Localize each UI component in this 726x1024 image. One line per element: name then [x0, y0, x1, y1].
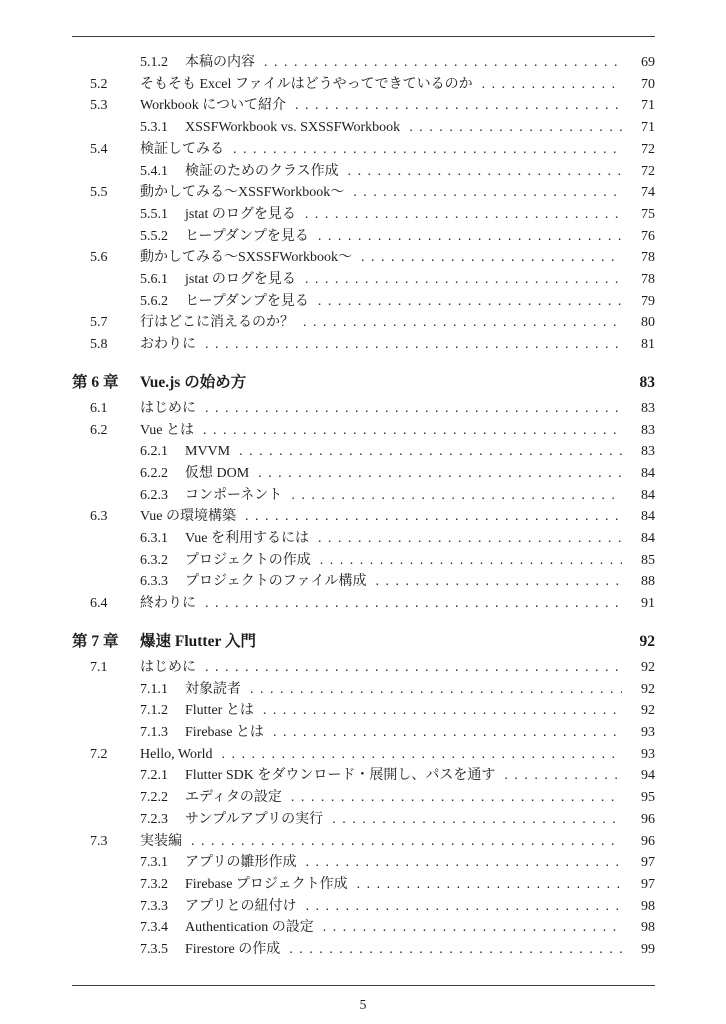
toc-entry-number: 6.2.1: [140, 444, 168, 460]
toc-entry-row: [72, 485, 655, 507]
toc-entry-title: サンプルアプリの実行: [185, 811, 324, 827]
toc-entry-row: [72, 139, 655, 161]
toc-entry-number: 5.1.2: [140, 55, 168, 70]
toc-leader-dots: [191, 831, 622, 853]
toc-entry-row: [72, 506, 655, 528]
toc-leader-dots: [305, 852, 622, 874]
toc-entry-title: プロジェクトの作成: [185, 552, 311, 568]
toc-entry-page: 92: [641, 681, 655, 697]
toc-entry-number: 5.5: [90, 185, 108, 201]
toc-entry-title: jstat のログを見る: [185, 206, 296, 222]
toc-entry-row: [72, 722, 655, 744]
toc-entry-number: 5.4: [90, 141, 108, 157]
toc-leader-dots: [357, 874, 622, 896]
toc-entry-number: 7.3.4: [140, 920, 168, 936]
toc-entry-page: 84: [641, 531, 655, 547]
toc-entry-title: Vue とは: [140, 422, 194, 438]
toc-entry-page: 84: [641, 509, 655, 525]
toc-entry-page: 80: [641, 315, 655, 331]
toc-entry-page: 72: [641, 163, 655, 179]
toc-entry-number: 7.3.5: [140, 942, 168, 958]
toc-entry-number: 7.3: [90, 833, 108, 849]
toc-entry-page: 85: [641, 552, 655, 568]
toc-leader-dots: [323, 917, 622, 939]
toc-entry-page: 83: [641, 422, 655, 438]
toc-entry-title: Authentication の設定: [185, 920, 314, 936]
toc-entry-title: Firebase プロジェクト作成: [185, 876, 348, 892]
toc-entry-number: 7.2: [90, 746, 108, 762]
toc-leader-dots: [205, 593, 622, 615]
toc-leader-dots: [203, 420, 622, 442]
toc-entry-title: はじめに: [140, 659, 196, 675]
toc-entry-number: 5.2: [90, 76, 108, 92]
toc-entry-title: jstat のログを見る: [185, 272, 296, 288]
toc-leader-dots: [222, 744, 623, 766]
toc-leader-dots: [303, 312, 622, 334]
toc-chapter-row: [72, 631, 655, 653]
toc-entry-number: 6.3: [90, 509, 108, 525]
toc-entry-row: [72, 917, 655, 939]
toc-entry-number: 7.3.3: [140, 898, 168, 914]
toc-entry-page: 78: [641, 250, 655, 266]
header-rule: [72, 36, 655, 37]
toc-leader-dots: [361, 247, 622, 269]
toc-entry-page: 71: [641, 120, 655, 136]
toc-entry-number: 5.7: [90, 315, 108, 331]
toc-entry-page: 92: [641, 659, 655, 675]
toc-entry-title: エディタの設定: [185, 790, 282, 806]
toc-entry-page: 99: [641, 942, 655, 958]
toc-leader-dots: [348, 161, 622, 183]
toc-entry-row: [72, 679, 655, 701]
toc-leader-dots: [504, 765, 622, 787]
toc-leader-dots: [409, 117, 622, 139]
toc-entry-page: 97: [641, 876, 655, 892]
toc-entry-page: 92: [641, 703, 655, 719]
toc-entry-title: Hello, World: [140, 746, 213, 762]
toc-leader-dots: [205, 398, 622, 420]
toc-entry-row: [72, 117, 655, 139]
toc-entry-title: そもそも Excel ファイルはどうやってできているのか: [140, 76, 473, 92]
toc-leader-dots: [291, 787, 622, 809]
toc-entry-page: 79: [641, 293, 655, 309]
toc-entry-title: Firestore の作成: [185, 942, 281, 958]
toc-entry-row: [72, 398, 655, 420]
toc-entry-page: 83: [639, 373, 655, 391]
toc-leader-dots: [305, 204, 622, 226]
toc-entry-row: [72, 852, 655, 874]
toc-entry-title: Vue の環境構築: [140, 509, 236, 525]
toc-entry-page: 92: [639, 632, 655, 650]
toc-leader-dots: [305, 896, 622, 918]
toc-entry-title: 検証してみる: [140, 141, 224, 157]
toc-entry-number: 7.2.1: [140, 768, 168, 784]
toc-entry-number: 5.3: [90, 98, 108, 114]
toc-entry-page: 69: [641, 55, 655, 70]
toc-leader-dots: [273, 722, 622, 744]
toc-entry-title: 実装編: [140, 833, 182, 849]
toc-entry-number: 7.1.1: [140, 681, 168, 697]
toc-entry-number: 5.6: [90, 250, 108, 266]
toc-entry-page: 91: [641, 596, 655, 612]
toc-entry-page: 71: [641, 98, 655, 114]
toc-entry-row: [72, 182, 655, 204]
toc-entry-number: 5.5.2: [140, 228, 168, 244]
toc-entry-title: アプリとの紐付け: [185, 898, 297, 914]
toc-entry-number: 6.4: [90, 596, 108, 612]
toc-entry-row: [72, 657, 655, 679]
toc-entry-row: [72, 247, 655, 269]
toc-entry-row: [72, 809, 655, 831]
toc-entry-number: 7.2.3: [140, 811, 168, 827]
toc-entry-row: [72, 571, 655, 593]
toc-entry-row: [72, 550, 655, 572]
toc-entry-number: 6.3.1: [140, 531, 168, 547]
toc-entry-page: 93: [641, 724, 655, 740]
toc-entry-title: コンポーネント: [185, 487, 283, 503]
toc-entry-row: [72, 463, 655, 485]
toc-entry-row: [72, 74, 655, 96]
toc-entry-row: [72, 291, 655, 313]
toc-entry-page: 96: [641, 811, 655, 827]
toc-entry-title: Flutter SDK をダウンロード・展開し、パスを通す: [185, 768, 496, 784]
toc-entry-title: 検証のためのクラス作成: [185, 163, 339, 179]
toc-entry-title: Vue.js の始め方: [140, 373, 247, 391]
page-number: 5: [359, 997, 367, 1012]
toc-entry-page: 74: [641, 185, 655, 201]
toc-entry-number: 6.2: [90, 422, 108, 438]
toc-entry-number: 7.1.3: [140, 724, 168, 740]
toc-entry-title: 爆速 Flutter 入門: [140, 632, 256, 650]
toc-entry-page: 76: [641, 228, 655, 244]
toc-entry-number: 第 6 章: [72, 373, 119, 391]
toc-entry-number: 7.1.2: [140, 703, 168, 719]
toc-entry-title: 動かしてみる〜XSSFWorkbook〜: [140, 185, 345, 201]
toc-entry-title: Vue を利用するには: [185, 531, 309, 547]
toc-entry-row: [72, 420, 655, 442]
toc-leader-dots: [375, 571, 622, 593]
toc-leader-dots: [305, 269, 622, 291]
toc-leader-dots: [482, 74, 622, 96]
toc-entry-page: 84: [641, 487, 655, 503]
toc-entry-title: 対象読者: [185, 681, 241, 697]
toc-entry-row: [72, 700, 655, 722]
toc-entry-number: 7.3.2: [140, 876, 168, 892]
toc-entry-page: 95: [641, 790, 655, 806]
toc-entry-number: 6.2.2: [140, 465, 168, 481]
toc-entry-row: [72, 939, 655, 961]
toc-leader-dots: [245, 506, 622, 528]
toc-leader-dots: [318, 226, 622, 248]
table-of-contents: [72, 52, 655, 961]
toc-leader-dots: [205, 334, 622, 356]
toc-entry-page: 78: [641, 272, 655, 288]
toc-entry-title: 本稿の内容: [185, 55, 255, 70]
toc-entry-number: 5.6.1: [140, 272, 168, 288]
toc-entry-page: 84: [641, 465, 655, 481]
toc-entry-number: 5.5.1: [140, 206, 168, 222]
toc-entry-title: MVVM: [185, 444, 231, 460]
toc-entry-number: 5.3.1: [140, 120, 168, 136]
toc-entry-title: 行はどこに消えるのか？: [140, 315, 294, 331]
toc-entry-row: [72, 269, 655, 291]
toc-entry-title: Firebase とは: [185, 724, 264, 740]
toc-entry-page: 83: [641, 444, 655, 460]
toc-leader-dots: [289, 939, 622, 961]
toc-entry-page: 98: [641, 920, 655, 936]
toc-entry-row: [72, 226, 655, 248]
toc-entry-row: [72, 831, 655, 853]
toc-leader-dots: [233, 139, 622, 161]
toc-entry-row: [72, 787, 655, 809]
toc-entry-page: 75: [641, 206, 655, 222]
toc-entry-title: 仮想 DOM: [185, 465, 250, 481]
toc-entry-number: 6.2.3: [140, 487, 168, 503]
toc-entry-page: 88: [641, 574, 655, 590]
toc-entry-number: 6.3.2: [140, 552, 168, 568]
toc-entry-title: はじめに: [140, 400, 196, 416]
toc-entry-title: Flutter とは: [185, 703, 254, 719]
toc-entry-number: 7.3.1: [140, 855, 168, 871]
toc-leader-dots: [264, 52, 622, 74]
toc-entry-row: [72, 593, 655, 615]
toc-leader-dots: [318, 291, 622, 313]
toc-entry-title: XSSFWorkbook vs. SXSSFWorkbook: [185, 120, 401, 136]
toc-entry-title: 動かしてみる〜SXSSFWorkbook〜: [140, 250, 353, 266]
toc-entry-number: 6.3.3: [140, 574, 168, 590]
toc-entry-row: [72, 334, 655, 356]
toc-entry-row: [72, 528, 655, 550]
toc-entry-row: [72, 204, 655, 226]
toc-leader-dots: [353, 182, 622, 204]
footer-rule: [72, 985, 655, 986]
toc-entry-row: [72, 765, 655, 787]
toc-entry-page: 81: [641, 337, 655, 353]
toc-entry-page: 83: [641, 400, 655, 416]
toc-chapter-row: [72, 372, 655, 394]
toc-leader-dots: [263, 700, 622, 722]
toc-entry-number: 5.6.2: [140, 293, 168, 309]
toc-entry-number: 第 7 章: [72, 632, 119, 650]
toc-entry-page: 72: [641, 141, 655, 157]
toc-leader-dots: [250, 679, 622, 701]
toc-entry-title: 終わりに: [140, 596, 196, 612]
toc-leader-dots: [205, 657, 622, 679]
toc-entry-number: 5.4.1: [140, 163, 168, 179]
toc-entry-title: おわりに: [140, 337, 196, 353]
toc-entry-page: 70: [641, 76, 655, 92]
toc-entry-page: 94: [641, 768, 655, 784]
toc-entry-page: 97: [641, 855, 655, 871]
toc-leader-dots: [258, 463, 622, 485]
toc-entry-row: [72, 896, 655, 918]
toc-entry-title: Workbook について紹介: [140, 98, 286, 114]
toc-entry-row: [72, 874, 655, 896]
toc-entry-row: [72, 52, 655, 74]
toc-entry-number: 7.1: [90, 659, 108, 675]
toc-entry-row: [72, 161, 655, 183]
toc-entry-title: ヒープダンプを見る: [185, 228, 309, 244]
toc-entry-title: プロジェクトのファイル構成: [185, 574, 367, 590]
toc-leader-dots: [291, 485, 622, 507]
toc-entry-number: 5.8: [90, 337, 108, 353]
toc-leader-dots: [318, 528, 622, 550]
toc-entry-row: [72, 744, 655, 766]
toc-entry-title: ヒープダンプを見る: [185, 293, 309, 309]
toc-entry-page: 98: [641, 898, 655, 914]
toc-leader-dots: [239, 441, 622, 463]
toc-entry-row: [72, 441, 655, 463]
toc-entry-title: アプリの雛形作成: [185, 855, 297, 871]
toc-leader-dots: [295, 95, 622, 117]
toc-entry-page: 96: [641, 833, 655, 849]
toc-entry-row: [72, 312, 655, 334]
toc-entry-number: 7.2.2: [140, 790, 168, 806]
toc-leader-dots: [332, 809, 622, 831]
toc-entry-page: 93: [641, 746, 655, 762]
toc-leader-dots: [320, 550, 622, 572]
toc-entry-row: [72, 95, 655, 117]
toc-entry-number: 6.1: [90, 400, 108, 416]
